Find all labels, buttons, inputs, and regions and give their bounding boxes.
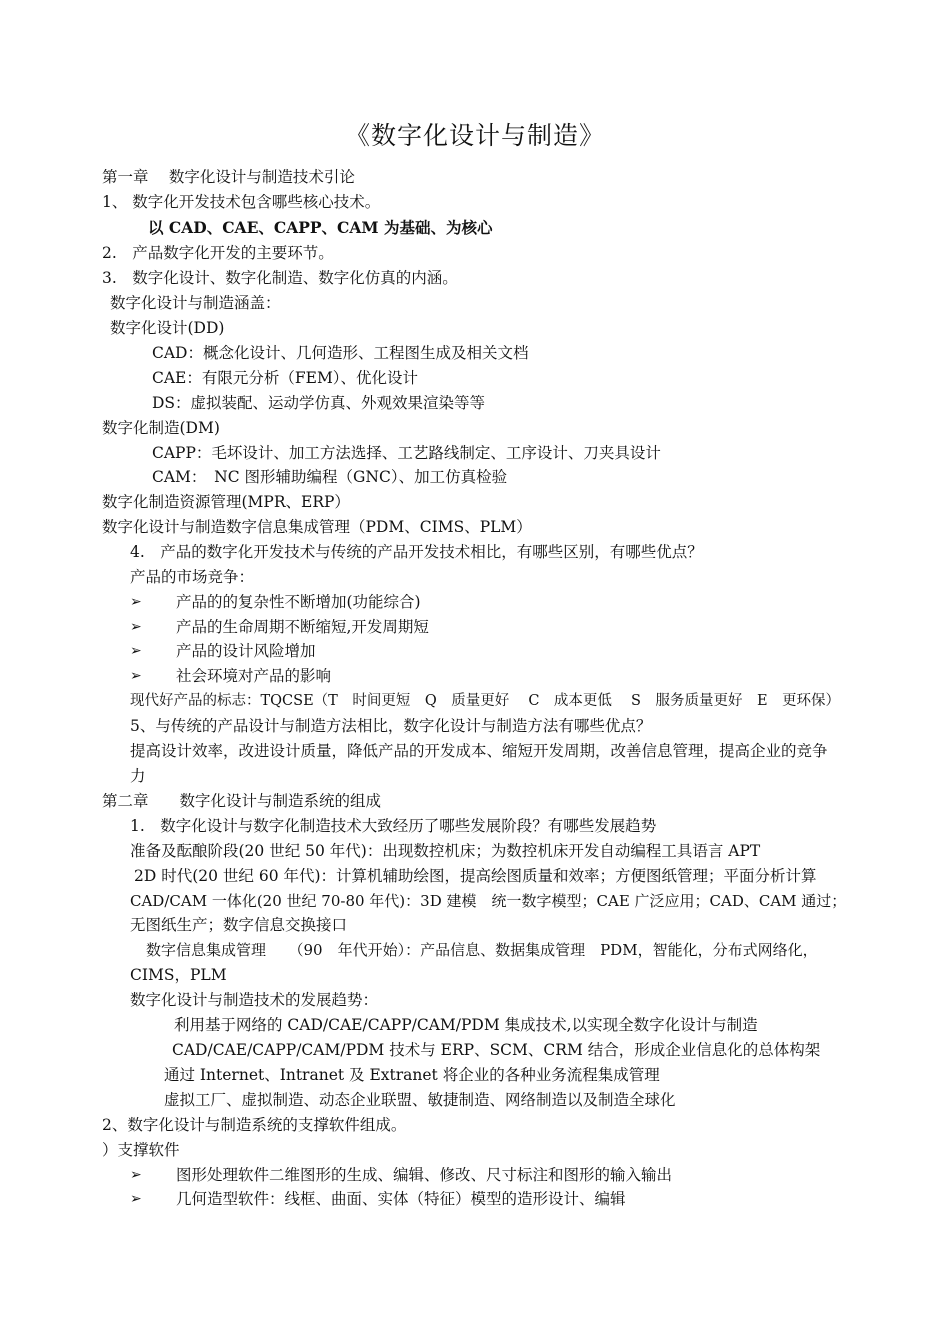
- text-line: ）支撑软件: [102, 1141, 180, 1159]
- text-line: 数字化设计(DD): [110, 319, 225, 337]
- bullet-arrow-icon: ➢: [130, 1191, 142, 1207]
- list-item: 社会环境对产品的影响: [176, 667, 332, 685]
- list-item: 几何造型软件：线框、曲面、实体（特征）模型的造形设计、编辑: [176, 1190, 626, 1208]
- text-line: 数字化设计与制造技术的发展趋势：: [130, 991, 379, 1009]
- bullet-arrow-icon: ➢: [130, 594, 142, 610]
- text-line: 现代好产品的标志：TQCSE（T 时间更短 Q 质量更好 C 成本更低 S 服务质量更好 E 更环保）: [130, 693, 841, 709]
- text-line: CAPP：毛坏设计、加工方法选择、工艺路线制定、工序设计、刀夹具设计: [152, 444, 661, 462]
- text-line: CAD/CAE/CAPP/CAM/PDM 技术与 ERP、SCM、CRM 结合，形成企业信息化的总体构架: [172, 1041, 821, 1059]
- list-item: 产品的的复杂性不断增加(功能综合): [176, 593, 421, 611]
- bullet-arrow-icon: ➢: [130, 1167, 142, 1183]
- text-line: CAE：有限元分析（FEM）、优化设计: [152, 369, 419, 387]
- bullet-arrow-icon: ➢: [130, 643, 142, 659]
- question-line: 1、 数字化开发技术包含哪些核心技术。: [102, 193, 381, 211]
- chapter-heading: 第二章 数字化设计与制造系统的组成: [102, 792, 382, 810]
- text-line: 力: [130, 767, 146, 785]
- text-line: 准备及酝酿阶段(20 世纪 50 年代)：出现数控机床；为数控机床开发自动编程工具语言 APT: [130, 842, 761, 860]
- question-line: 3. 数字化设计、数字化制造、数字化仿真的内涵。: [102, 269, 458, 287]
- list-item: 产品的设计风险增加: [176, 642, 316, 660]
- text-line: CAD/CAM 一体化(20 世纪 70-80 年代)：3D 建模 统一数字模型；CAE 广泛应用；CAD、CAM 通过；: [130, 892, 847, 910]
- text-line: 数字化制造(DM): [102, 419, 220, 437]
- question-line: 2、数字化设计与制造系统的支撑软件组成。: [102, 1116, 407, 1134]
- text-line: 2D 时代(20 世纪 60 年代)：计算机辅助绘图，提高绘图质量和效率；方便图纸管理；平面分析计算: [134, 867, 817, 885]
- text-line: 产品的市场竞争：: [130, 568, 255, 586]
- text-line: 数字化设计与制造涵盖：: [110, 294, 281, 312]
- text-line: CIMS，PLM: [130, 966, 227, 984]
- text-line: 数字信息集成管理 （90 年代开始）：产品信息、数据集成管理 PDM，智能化，分布式网络化，: [146, 941, 818, 959]
- text-line: 无图纸生产；数字信息交换接口: [130, 916, 348, 934]
- chapter-heading: 第一章 数字化设计与制造技术引论: [102, 168, 355, 186]
- question-line: 4. 产品的数字化开发技术与传统的产品开发技术相比，有哪些区别，有哪些优点？: [130, 543, 703, 561]
- bullet-arrow-icon: ➢: [130, 619, 142, 635]
- question-line: 5、与传统的产品设计与制造方法相比，数字化设计与制造方法有哪些优点？: [130, 717, 652, 735]
- text-line: 数字化制造资源管理(MPR、ERP）: [102, 493, 350, 511]
- question-line: 1. 数字化设计与数字化制造技术大致经历了哪些发展阶段？有哪些发展趋势: [130, 817, 657, 835]
- text-line: 利用基于网络的 CAD/CAE/CAPP/CAM/PDM 集成技术,以实现全数字化设计与制造: [174, 1016, 758, 1034]
- text-line: 提高设计效率，改进设计质量，降低产品的开发成本、缩短开发周期，改善信息管理，提高企业的竞争: [130, 742, 828, 760]
- list-item: 产品的生命周期不断缩短,开发周期短: [176, 618, 429, 636]
- document-title: 《数字化设计与制造》: [344, 121, 605, 150]
- text-line: CAD：概念化设计、几何造形、工程图生成及相关文档: [152, 344, 529, 362]
- text-line: 数字化设计与制造数字信息集成管理（PDM、CIMS、PLM）: [102, 518, 532, 536]
- text-line: CAM： NC 图形辅助编程（GNC）、加工仿真检验: [152, 468, 508, 486]
- answer-line: 以 CAD、CAE、CAPP、CAM 为基础、为核心: [148, 218, 493, 237]
- text-line: DS：虚拟装配、运动学仿真、外观效果渲染等等: [152, 394, 486, 412]
- text-line: 通过 Internet、Intranet 及 Extranet 将企业的各种业务流程集成管理: [164, 1066, 660, 1084]
- bullet-arrow-icon: ➢: [130, 668, 142, 684]
- text-line: 虚拟工厂、虚拟制造、动态企业联盟、敏捷制造、网络制造以及制造全球化: [164, 1091, 676, 1109]
- question-line: 2. 产品数字化开发的主要环节。: [102, 244, 334, 262]
- list-item: 图形处理软件二维图形的生成、编辑、修改、尺寸标注和图形的输入输出: [176, 1166, 673, 1184]
